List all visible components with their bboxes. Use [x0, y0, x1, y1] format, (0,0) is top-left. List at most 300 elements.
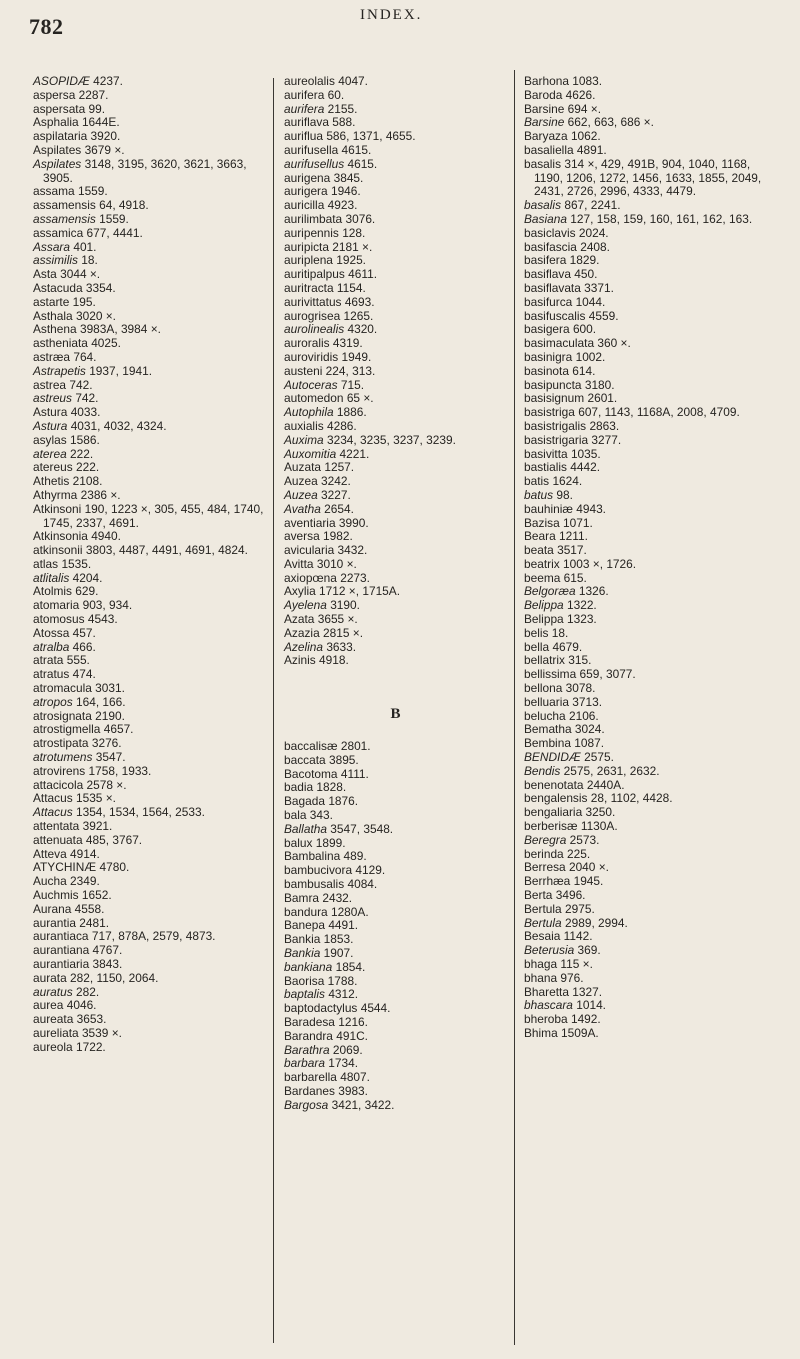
index-headword: avicularia — [284, 543, 335, 558]
index-entry — [524, 875, 776, 889]
index-headword: Atolmis — [33, 584, 72, 599]
index-headword: atromacula — [33, 681, 92, 696]
index-headword: auritracta — [284, 280, 334, 295]
index-refs: 1083. — [572, 74, 603, 88]
index-headword: Auzea — [284, 474, 318, 489]
index-refs: 3180. — [584, 377, 615, 392]
index-refs: 4626. — [565, 87, 596, 102]
index-refs: 466. — [72, 639, 96, 654]
page-number: 782 — [29, 14, 64, 39]
index-refs: 2349. — [70, 874, 100, 889]
index-headword: Auchmis — [33, 888, 79, 903]
index-refs: 3539 ×. — [81, 1025, 122, 1040]
index-headword: belucha — [524, 708, 566, 723]
index-refs: 1829. — [569, 253, 600, 268]
index-headword: basistrigalis — [524, 418, 587, 433]
index-headword: aureata — [33, 1012, 74, 1027]
index-headword: atrotumens — [33, 750, 93, 765]
index-entry — [33, 475, 265, 489]
index-refs: 115 ×. — [560, 957, 593, 971]
index-refs: 60. — [327, 87, 345, 102]
index-headword: Bembina — [524, 736, 571, 751]
index-refs: 64, 4918. — [99, 198, 149, 213]
index-headword: berinda — [524, 846, 564, 861]
index-refs: 1154. — [336, 280, 366, 295]
index-refs: 1624. — [552, 474, 583, 489]
index-entry — [284, 1071, 507, 1085]
index-entry — [33, 585, 265, 599]
index-headword: aterea — [33, 446, 67, 461]
index-entry — [284, 296, 507, 310]
index-refs: 4033. — [70, 405, 101, 420]
index-entry — [524, 917, 776, 931]
index-headword: beata — [524, 543, 554, 558]
index-headword: auriflua — [284, 129, 323, 144]
index-refs: 4943. — [576, 501, 606, 516]
index-refs: 4312. — [328, 987, 359, 1002]
index-refs: 4615. — [341, 142, 372, 157]
index-headword: aurigena — [284, 170, 331, 185]
index-entry — [33, 558, 265, 572]
index-entry — [284, 988, 507, 1002]
index-entry — [284, 89, 507, 103]
index-refs: 222. — [70, 446, 94, 461]
index-entry — [524, 365, 776, 379]
index-entry — [33, 723, 265, 737]
index-entry — [284, 1002, 507, 1016]
index-entry — [33, 999, 265, 1013]
index-entry — [524, 641, 776, 655]
index-refs: 474. — [72, 667, 96, 682]
index-refs: 2432. — [322, 890, 353, 905]
index-entry — [524, 710, 776, 724]
index-refs: 1559. — [99, 211, 129, 226]
index-entry — [284, 75, 507, 89]
index-entry — [33, 185, 265, 199]
index-refs: 742. — [75, 391, 99, 406]
index-entry — [284, 351, 507, 365]
index-refs: 4204. — [72, 570, 103, 585]
index-entry — [524, 682, 776, 696]
index-entry — [284, 975, 507, 989]
index-refs: 1937, 1941. — [89, 363, 153, 378]
index-entry — [524, 199, 776, 213]
index-headword: auriflava — [284, 115, 329, 130]
index-entry — [524, 241, 776, 255]
index-headword: Bardanes — [284, 1083, 335, 1098]
index-entry — [33, 227, 265, 241]
index-entry — [33, 310, 265, 324]
index-headword: aurivittatus — [284, 294, 342, 309]
index-refs: 1002. — [575, 349, 606, 364]
index-headword: Bambalina — [284, 849, 341, 864]
index-entry — [33, 392, 265, 406]
index-refs: 4914. — [70, 846, 100, 861]
index-headword: Bhima — [524, 1025, 558, 1040]
index-entry — [33, 323, 265, 337]
index-refs: 2801. — [340, 739, 371, 754]
index-refs: 485, 3767. — [85, 832, 143, 847]
index-refs: 1322. — [566, 598, 597, 613]
index-entry — [284, 544, 507, 558]
index-refs: 3845. — [333, 170, 364, 185]
index-entry — [284, 406, 507, 420]
index-headword: atrostipata — [33, 736, 89, 751]
index-headword: aurigera — [284, 184, 328, 199]
index-entry — [284, 158, 507, 172]
index-refs: 659, 3077. — [579, 667, 636, 682]
index-entry — [524, 406, 776, 420]
index-refs: 2575. — [584, 750, 614, 765]
index-entry — [33, 406, 265, 420]
index-headword: baccata — [284, 752, 326, 767]
index-headword: Autoceras — [284, 377, 338, 392]
index-refs: 1586. — [70, 432, 100, 447]
index-headword: Besaia — [524, 929, 561, 944]
index-entry — [33, 599, 265, 613]
index-headword: basiclavis — [524, 225, 576, 240]
index-entry — [33, 820, 265, 834]
index-entry — [284, 503, 507, 517]
index-entry — [33, 903, 265, 917]
index-refs: 694 ×. — [567, 101, 602, 116]
index-entry — [524, 144, 776, 158]
index-headword: atrata — [33, 653, 64, 668]
index-headword: atkinsonii — [33, 543, 83, 558]
index-refs: 1216. — [338, 1015, 368, 1029]
index-refs: 4918. — [319, 653, 349, 668]
index-refs: 1257. — [324, 460, 355, 475]
index-headword: auricilla — [284, 198, 325, 213]
index-headword: bhascara — [524, 998, 573, 1013]
index-entry — [284, 795, 507, 809]
index-refs: 4807. — [340, 1070, 370, 1085]
index-entry — [284, 489, 507, 503]
index-refs: 3354. — [85, 280, 116, 295]
index-headword: basipuncta — [524, 377, 582, 392]
index-headword: baccalisæ — [284, 739, 338, 754]
index-entry — [284, 379, 507, 393]
index-entry — [33, 627, 265, 641]
index-refs: 3078. — [565, 681, 596, 696]
index-entry — [284, 213, 507, 227]
index-refs: 677, 4441. — [86, 225, 143, 240]
index-refs: 4679. — [552, 639, 583, 654]
index-headword: Avitta — [284, 556, 314, 571]
index-entry — [524, 986, 776, 1000]
index-refs: 3421, 3422. — [331, 1097, 395, 1112]
index-entry — [524, 999, 776, 1013]
index-refs: 4221. — [339, 446, 370, 461]
index-entry — [33, 889, 265, 903]
index-refs: 1003 ×, 1726. — [563, 556, 637, 571]
index-entry — [284, 1016, 507, 1030]
index-refs: 225. — [566, 846, 591, 861]
index-refs: 1876. — [328, 794, 359, 809]
index-entry — [284, 892, 507, 906]
index-headword: bandura — [284, 904, 328, 919]
index-entry — [284, 1085, 507, 1099]
index-refs: 614. — [572, 363, 596, 378]
index-entry — [524, 268, 776, 282]
index-refs: 3517. — [557, 543, 587, 558]
index-headword: Astura — [33, 405, 68, 420]
index-headword: Baryaza — [524, 129, 568, 144]
index-headword: Berresa — [524, 860, 566, 875]
section-letter-heading: B — [390, 706, 401, 723]
index-headword: aventiaria — [284, 515, 336, 530]
index-refs: 314 ×, 429, 491B, 904, 1040, 1168, 1190, 1206, 1272, 1456, 1633, 1855, 2049, 2431, 2726, 2996, 4333, 4479. — [534, 156, 762, 199]
index-headword: atereus — [33, 460, 73, 475]
index-headword: Azata — [284, 612, 315, 627]
index-entry — [33, 365, 265, 379]
index-headword: Astura — [33, 418, 68, 433]
index-refs: 4611. — [348, 267, 377, 282]
index-refs: 164, 166. — [75, 694, 126, 709]
index-entry — [33, 158, 265, 186]
index-entry — [33, 806, 265, 820]
index-headword: Astacuda — [33, 280, 83, 295]
index-column-2 — [284, 75, 507, 1113]
index-entry — [33, 834, 265, 848]
index-entry — [284, 768, 507, 782]
index-headword: Avatha — [284, 501, 321, 516]
index-refs: 315. — [568, 653, 592, 668]
index-entry — [524, 227, 776, 241]
index-headword: Azinis — [284, 653, 316, 668]
index-refs: 2863. — [589, 418, 620, 433]
index-headword: Astrapetis — [33, 363, 86, 378]
index-headword: astrea — [33, 377, 67, 392]
index-refs: 3547, 3548. — [330, 821, 394, 836]
index-entry — [33, 986, 265, 1000]
index-entry — [284, 448, 507, 462]
index-headword: Bankia — [284, 946, 321, 961]
index-entry — [524, 351, 776, 365]
index-entry — [524, 323, 776, 337]
index-refs: 2155. — [327, 101, 358, 116]
index-headword: aurantiaca — [33, 929, 89, 944]
index-headword: auroralis — [284, 336, 330, 351]
index-refs: 4891. — [576, 142, 607, 157]
index-headword: benenotata — [524, 777, 584, 792]
index-headword: bengaliaria — [524, 805, 583, 820]
index-refs: 1354, 1534, 1564, 2533. — [75, 805, 205, 820]
index-headword: assamica — [33, 225, 84, 240]
index-refs: 4111. — [340, 766, 369, 781]
index-refs: 4047. — [338, 74, 368, 88]
index-entry — [524, 420, 776, 434]
index-refs: 224, 313. — [325, 363, 376, 378]
index-entry — [524, 103, 776, 117]
index-entry — [524, 296, 776, 310]
index-headword: belluaria — [524, 694, 569, 709]
index-refs: 3990. — [338, 515, 369, 530]
index-entry — [524, 489, 776, 503]
index-refs: 4286. — [326, 418, 357, 433]
index-headword: attacicola — [33, 777, 84, 792]
index-headword: Asthala — [33, 308, 73, 323]
index-entry — [284, 268, 507, 282]
index-refs: 3277. — [591, 432, 622, 447]
index-refs: 4025. — [91, 336, 121, 351]
index-entry — [284, 1044, 507, 1058]
index-headword: bhana — [524, 970, 558, 985]
index-headword: Aspilates — [33, 142, 82, 157]
index-refs: 4320. — [347, 322, 378, 337]
index-headword: aurantiaria — [33, 957, 90, 971]
index-refs: 555. — [66, 653, 90, 668]
index-headword: atropos — [33, 694, 73, 709]
index-entry — [524, 475, 776, 489]
index-headword: aurantia — [33, 915, 76, 930]
index-refs: 2575, 2631, 2632. — [563, 763, 660, 778]
index-entry — [524, 834, 776, 848]
index-refs: 282, 1150, 2064. — [70, 970, 159, 985]
index-refs: 1853. — [323, 932, 354, 947]
index-refs: 4031, 4032, 4324. — [70, 418, 167, 433]
index-entry — [33, 241, 265, 255]
index-headword: basinigra — [524, 349, 573, 364]
index-refs: 2654. — [324, 501, 354, 516]
index-headword: Ballatha — [284, 821, 327, 836]
index-headword: Basiana — [524, 211, 567, 226]
index-headword: atlitalis — [33, 570, 70, 585]
index-refs: 2601. — [587, 391, 618, 406]
index-entry — [33, 737, 265, 751]
index-headword: Attacus — [33, 805, 73, 820]
index-headword: basiflavata — [524, 280, 581, 295]
index-entry — [33, 930, 265, 944]
index-refs: 491C. — [336, 1028, 368, 1043]
index-refs: 3843. — [92, 957, 123, 971]
index-headword: ATYCHINÆ — [33, 860, 97, 875]
index-headword: aurolinealis — [284, 322, 345, 337]
index-headword: Atkinsoni — [33, 501, 82, 516]
index-refs: 4780. — [99, 860, 130, 875]
index-headword: assamensis — [33, 211, 96, 226]
index-entry — [284, 585, 507, 599]
index-refs: 1722. — [75, 1039, 106, 1054]
index-refs: 1142. — [563, 929, 593, 944]
index-headword: auxialis — [284, 418, 324, 433]
index-headword: basivitta — [524, 446, 568, 461]
index-entry — [284, 282, 507, 296]
index-entry — [524, 668, 776, 682]
index-refs: 2040 ×. — [568, 860, 609, 875]
index-entry — [284, 1030, 507, 1044]
index-entry — [284, 392, 507, 406]
index-entry — [284, 116, 507, 130]
index-refs: 3227. — [321, 487, 351, 502]
index-refs: 2287. — [78, 87, 109, 102]
index-entry — [524, 806, 776, 820]
index-headword: atrostigmella — [33, 722, 101, 737]
index-refs: 3895. — [328, 752, 359, 767]
index-entry — [33, 89, 265, 103]
index-refs: 4046. — [66, 998, 97, 1013]
index-refs: 4129. — [355, 863, 386, 878]
index-headword: asylas — [33, 432, 67, 447]
index-headword: batus — [524, 487, 554, 502]
index-entry — [284, 241, 507, 255]
index-entry — [33, 1041, 265, 1055]
index-refs: 2069. — [332, 1042, 363, 1057]
index-refs: 1949. — [341, 349, 372, 364]
index-refs: 369. — [577, 943, 601, 958]
index-headword: aurea — [33, 998, 64, 1013]
index-entry — [524, 792, 776, 806]
index-headword: attentata — [33, 819, 80, 834]
index-refs: 742. — [69, 377, 93, 392]
index-entry — [524, 434, 776, 448]
index-entry — [284, 103, 507, 117]
column-divider — [273, 78, 274, 1343]
index-headword: Aurana — [33, 901, 72, 916]
index-refs: 1535. — [61, 556, 92, 571]
index-refs: 2108. — [72, 474, 103, 489]
index-headword: Aucha — [33, 874, 67, 889]
index-headword: Baroda — [524, 87, 563, 102]
index-entry — [524, 75, 776, 89]
index-entry — [33, 296, 265, 310]
index-refs: 3190. — [330, 598, 360, 613]
index-refs: 1734. — [328, 1056, 359, 1071]
index-headword: basifuscalis — [524, 308, 586, 323]
index-headword: bellona — [524, 681, 563, 696]
index-refs: 343. — [309, 808, 333, 823]
index-refs: 4544. — [360, 1001, 391, 1016]
index-refs: 3010 ×. — [316, 556, 357, 571]
index-headword: Barsine — [524, 101, 565, 116]
index-headword: auroviridis — [284, 349, 339, 364]
index-entry — [524, 282, 776, 296]
index-headword: Attacus — [33, 791, 73, 806]
index-refs: 18. — [551, 625, 569, 640]
index-refs: 98. — [556, 487, 573, 502]
index-entry — [33, 682, 265, 696]
index-entry — [33, 116, 265, 130]
index-entry — [524, 89, 776, 103]
index-refs: 4657. — [103, 722, 134, 737]
index-headword: Belgoræa — [524, 584, 576, 599]
index-refs: 1071. — [563, 515, 593, 530]
index-entry — [524, 379, 776, 393]
index-entry — [524, 310, 776, 324]
index-headword: basinota — [524, 363, 569, 378]
index-headword: basifera — [524, 253, 567, 268]
index-headword: Beterusia — [524, 943, 575, 958]
index-headword: aurifera — [284, 101, 325, 116]
index-entry — [33, 751, 265, 765]
index-headword: axiopœna — [284, 570, 337, 585]
index-headword: aurifera — [284, 87, 325, 102]
index-entry — [524, 848, 776, 862]
index-entry — [33, 917, 265, 931]
index-refs: 1899. — [315, 835, 346, 850]
index-entry — [524, 599, 776, 613]
index-refs: 3024. — [574, 722, 605, 737]
index-entry — [284, 919, 507, 933]
index-entry — [524, 544, 776, 558]
index-headword: auritipalpus — [284, 267, 345, 282]
index-refs: 867, 2241. — [564, 198, 621, 213]
index-refs: 3031. — [95, 681, 125, 696]
index-headword: Bertula — [524, 915, 562, 930]
index-entry — [33, 103, 265, 117]
index-entry — [33, 75, 265, 89]
index-headword: baptalis — [284, 987, 325, 1002]
